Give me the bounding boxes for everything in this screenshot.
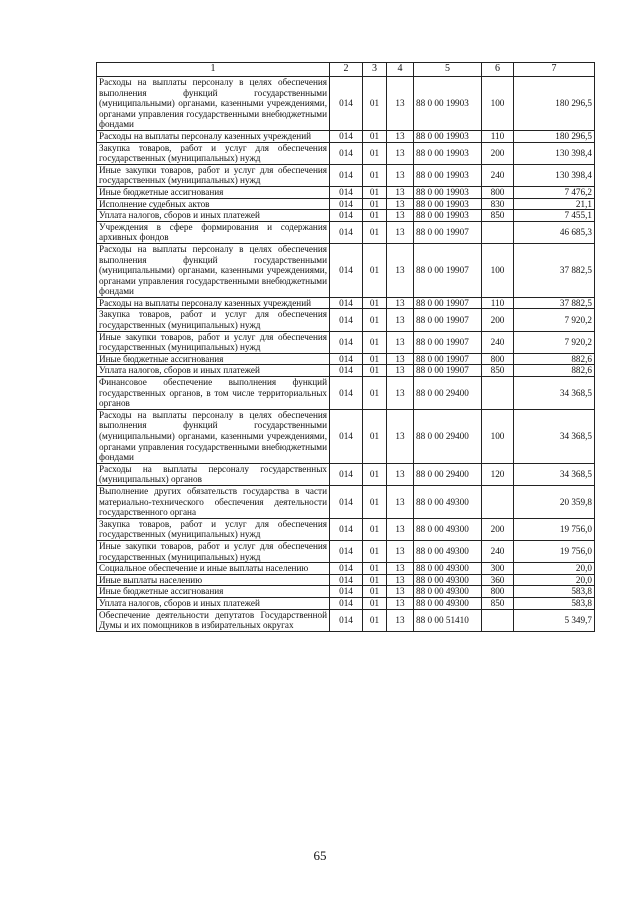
item-name-cell: Иные закупки товаров, работ и услуг для обеспечения государственных (муниципальных) нужд xyxy=(97,331,330,353)
target-article-cell: 88 0 00 49300 xyxy=(414,518,482,540)
ministry-code-cell: 014 xyxy=(330,609,363,631)
ministry-code-cell: 014 xyxy=(330,409,363,463)
expense-type-cell: 850 xyxy=(482,210,514,222)
item-name-cell: Социальное обеспечение и иные выплаты населению xyxy=(97,563,330,575)
expense-type-cell: 240 xyxy=(482,331,514,353)
ministry-code-cell: 014 xyxy=(330,309,363,331)
column-header: 7 xyxy=(514,63,595,77)
amount-cell: 34 368,5 xyxy=(514,463,595,485)
subsection-cell: 13 xyxy=(387,586,414,598)
subsection-cell: 13 xyxy=(387,485,414,518)
subsection-cell: 13 xyxy=(387,142,414,164)
item-name-cell: Расходы на выплаты персоналу казенных учреждений xyxy=(97,297,330,309)
expense-type-cell: 110 xyxy=(482,130,514,142)
table-row xyxy=(97,518,595,540)
table-row xyxy=(97,609,595,631)
table-row xyxy=(97,409,595,463)
item-name-cell: Выполнение других обязательств государства в части материально-технического обеспечения деятельности государственного органа xyxy=(97,485,330,518)
section-cell: 01 xyxy=(363,597,387,609)
table-row xyxy=(97,77,595,131)
expense-type-cell: 830 xyxy=(482,198,514,210)
subsection-cell: 13 xyxy=(387,221,414,243)
target-article-cell: 88 0 00 49300 xyxy=(414,574,482,586)
table-row xyxy=(97,210,595,222)
table-row xyxy=(97,243,595,297)
column-header: 1 xyxy=(97,63,330,77)
amount-cell: 37 882,5 xyxy=(514,243,595,297)
ministry-code-cell: 014 xyxy=(330,353,363,365)
target-article-cell: 88 0 00 29400 xyxy=(414,463,482,485)
amount-cell: 7 920,2 xyxy=(514,309,595,331)
amount-cell: 34 368,5 xyxy=(514,409,595,463)
amount-cell: 37 882,5 xyxy=(514,297,595,309)
section-cell: 01 xyxy=(363,365,387,377)
item-name-cell: Иные закупки товаров, работ и услуг для обеспечения государственных (муниципальных) нужд xyxy=(97,540,330,562)
section-cell: 01 xyxy=(363,221,387,243)
expense-type-cell: 300 xyxy=(482,563,514,575)
table-row xyxy=(97,586,595,598)
subsection-cell: 13 xyxy=(387,210,414,222)
table-row xyxy=(97,331,595,353)
expense-type-cell: 100 xyxy=(482,243,514,297)
subsection-cell: 13 xyxy=(387,309,414,331)
table-body xyxy=(97,77,595,632)
subsection-cell: 13 xyxy=(387,574,414,586)
ministry-code-cell: 014 xyxy=(330,377,363,410)
item-name-cell: Закупка товаров, работ и услуг для обеспечения государственных (муниципальных) нужд xyxy=(97,142,330,164)
target-article-cell: 88 0 00 19907 xyxy=(414,297,482,309)
target-article-cell: 88 0 00 19907 xyxy=(414,309,482,331)
ministry-code-cell: 014 xyxy=(330,331,363,353)
subsection-cell: 13 xyxy=(387,463,414,485)
expense-type-cell: 240 xyxy=(482,164,514,186)
ministry-code-cell: 014 xyxy=(330,297,363,309)
table-row xyxy=(97,186,595,198)
item-name-cell: Расходы на выплаты персоналу в целях обеспечения выполнения функций государственными (муниципальными) органами, казенными учреждениями, органами управления государственными внебюджетными фондами xyxy=(97,409,330,463)
subsection-cell: 13 xyxy=(387,563,414,575)
target-article-cell: 88 0 00 49300 xyxy=(414,540,482,562)
table-row xyxy=(97,563,595,575)
target-article-cell: 88 0 00 19903 xyxy=(414,142,482,164)
section-cell: 01 xyxy=(363,243,387,297)
table-row xyxy=(97,353,595,365)
amount-cell: 19 756,0 xyxy=(514,518,595,540)
expense-type-cell xyxy=(482,609,514,631)
table-row xyxy=(97,297,595,309)
ministry-code-cell: 014 xyxy=(330,198,363,210)
table-header xyxy=(97,63,595,77)
section-cell: 01 xyxy=(363,186,387,198)
ministry-code-cell: 014 xyxy=(330,77,363,131)
column-header: 2 xyxy=(330,63,363,77)
ministry-code-cell: 014 xyxy=(330,463,363,485)
column-header: 5 xyxy=(414,63,482,77)
amount-cell: 130 398,4 xyxy=(514,164,595,186)
ministry-code-cell: 014 xyxy=(330,574,363,586)
target-article-cell: 88 0 00 19903 xyxy=(414,186,482,198)
amount-cell: 7 476,2 xyxy=(514,186,595,198)
page-number: 65 xyxy=(313,848,327,863)
amount-cell: 130 398,4 xyxy=(514,142,595,164)
ministry-code-cell: 014 xyxy=(330,130,363,142)
section-cell: 01 xyxy=(363,540,387,562)
header-row xyxy=(97,63,595,77)
expense-type-cell xyxy=(482,485,514,518)
ministry-code-cell: 014 xyxy=(330,210,363,222)
table-row xyxy=(97,377,595,410)
expense-type-cell: 100 xyxy=(482,77,514,131)
subsection-cell: 13 xyxy=(387,597,414,609)
table-row xyxy=(97,164,595,186)
amount-cell: 5 349,7 xyxy=(514,609,595,631)
column-header: 4 xyxy=(387,63,414,77)
section-cell: 01 xyxy=(363,463,387,485)
subsection-cell: 13 xyxy=(387,609,414,631)
ministry-code-cell: 014 xyxy=(330,518,363,540)
target-article-cell: 88 0 00 19907 xyxy=(414,365,482,377)
target-article-cell: 88 0 00 49300 xyxy=(414,485,482,518)
target-article-cell: 88 0 00 19907 xyxy=(414,221,482,243)
section-cell: 01 xyxy=(363,77,387,131)
ministry-code-cell: 014 xyxy=(330,221,363,243)
target-article-cell: 88 0 00 19903 xyxy=(414,198,482,210)
target-article-cell: 88 0 00 19907 xyxy=(414,243,482,297)
item-name-cell: Расходы на выплаты персоналу государственных (муниципальных) органов xyxy=(97,463,330,485)
expense-type-cell: 800 xyxy=(482,353,514,365)
amount-cell: 7 920,2 xyxy=(514,331,595,353)
subsection-cell: 13 xyxy=(387,365,414,377)
table-row xyxy=(97,198,595,210)
target-article-cell: 88 0 00 49300 xyxy=(414,563,482,575)
section-cell: 01 xyxy=(363,309,387,331)
subsection-cell: 13 xyxy=(387,331,414,353)
section-cell: 01 xyxy=(363,609,387,631)
item-name-cell: Расходы на выплаты персоналу в целях обеспечения выполнения функций государственными (муниципальными) органами, казенными учреждениями, органами управления государственными внебюджетными фондами xyxy=(97,243,330,297)
item-name-cell: Закупка товаров, работ и услуг для обеспечения государственных (муниципальных) нужд xyxy=(97,518,330,540)
table-row xyxy=(97,574,595,586)
table-row xyxy=(97,130,595,142)
ministry-code-cell: 014 xyxy=(330,485,363,518)
ministry-code-cell: 014 xyxy=(330,563,363,575)
ministry-code-cell: 014 xyxy=(330,142,363,164)
subsection-cell: 13 xyxy=(387,353,414,365)
target-article-cell: 88 0 00 49300 xyxy=(414,597,482,609)
section-cell: 01 xyxy=(363,409,387,463)
ministry-code-cell: 014 xyxy=(330,164,363,186)
target-article-cell: 88 0 00 19907 xyxy=(414,331,482,353)
item-name-cell: Иные бюджетные ассигнования xyxy=(97,353,330,365)
section-cell: 01 xyxy=(363,130,387,142)
budget-table xyxy=(96,62,595,632)
expense-type-cell: 800 xyxy=(482,586,514,598)
subsection-cell: 13 xyxy=(387,518,414,540)
section-cell: 01 xyxy=(363,297,387,309)
subsection-cell: 13 xyxy=(387,297,414,309)
amount-cell: 20,0 xyxy=(514,563,595,575)
subsection-cell: 13 xyxy=(387,198,414,210)
item-name-cell: Уплата налогов, сборов и иных платежей xyxy=(97,597,330,609)
item-name-cell: Обеспечение деятельности депутатов Государственной Думы и их помощников в избирательных округах xyxy=(97,609,330,631)
subsection-cell: 13 xyxy=(387,409,414,463)
expense-type-cell: 800 xyxy=(482,186,514,198)
target-article-cell: 88 0 00 19903 xyxy=(414,77,482,131)
column-header: 3 xyxy=(363,63,387,77)
expense-type-cell: 360 xyxy=(482,574,514,586)
amount-cell: 34 368,5 xyxy=(514,377,595,410)
section-cell: 01 xyxy=(363,164,387,186)
expense-type-cell xyxy=(482,221,514,243)
section-cell: 01 xyxy=(363,210,387,222)
table-row xyxy=(97,221,595,243)
amount-cell: 583,8 xyxy=(514,586,595,598)
expense-type-cell: 240 xyxy=(482,540,514,562)
section-cell: 01 xyxy=(363,518,387,540)
expense-type-cell: 200 xyxy=(482,309,514,331)
table-row xyxy=(97,142,595,164)
amount-cell: 19 756,0 xyxy=(514,540,595,562)
item-name-cell: Исполнение судебных актов xyxy=(97,198,330,210)
subsection-cell: 13 xyxy=(387,243,414,297)
item-name-cell: Иные бюджетные ассигнования xyxy=(97,186,330,198)
target-article-cell: 88 0 00 19907 xyxy=(414,353,482,365)
table-row xyxy=(97,540,595,562)
expense-type-cell: 200 xyxy=(482,142,514,164)
target-article-cell: 88 0 00 29400 xyxy=(414,377,482,410)
target-article-cell: 88 0 00 51410 xyxy=(414,609,482,631)
section-cell: 01 xyxy=(363,574,387,586)
section-cell: 01 xyxy=(363,142,387,164)
item-name-cell: Иные бюджетные ассигнования xyxy=(97,586,330,598)
amount-cell: 46 685,3 xyxy=(514,221,595,243)
expense-type-cell: 110 xyxy=(482,297,514,309)
item-name-cell: Иные закупки товаров, работ и услуг для обеспечения государственных (муниципальных) нужд xyxy=(97,164,330,186)
section-cell: 01 xyxy=(363,563,387,575)
table-row xyxy=(97,365,595,377)
subsection-cell: 13 xyxy=(387,186,414,198)
subsection-cell: 13 xyxy=(387,77,414,131)
target-article-cell: 88 0 00 19903 xyxy=(414,130,482,142)
table-row xyxy=(97,597,595,609)
subsection-cell: 13 xyxy=(387,130,414,142)
item-name-cell: Уплата налогов, сборов и иных платежей xyxy=(97,365,330,377)
item-name-cell: Уплата налогов, сборов и иных платежей xyxy=(97,210,330,222)
ministry-code-cell: 014 xyxy=(330,597,363,609)
amount-cell: 20 359,8 xyxy=(514,485,595,518)
ministry-code-cell: 014 xyxy=(330,540,363,562)
target-article-cell: 88 0 00 19903 xyxy=(414,210,482,222)
amount-cell: 7 455,1 xyxy=(514,210,595,222)
expense-type-cell xyxy=(482,377,514,410)
subsection-cell: 13 xyxy=(387,164,414,186)
section-cell: 01 xyxy=(363,485,387,518)
amount-cell: 882,6 xyxy=(514,365,595,377)
ministry-code-cell: 014 xyxy=(330,365,363,377)
item-name-cell: Финансовое обеспечение выполнения функций государственных органов, в том числе территориальных органов xyxy=(97,377,330,410)
amount-cell: 583,8 xyxy=(514,597,595,609)
ministry-code-cell: 014 xyxy=(330,586,363,598)
table-row xyxy=(97,485,595,518)
expense-type-cell: 120 xyxy=(482,463,514,485)
amount-cell: 20,0 xyxy=(514,574,595,586)
ministry-code-cell: 014 xyxy=(330,243,363,297)
subsection-cell: 13 xyxy=(387,377,414,410)
item-name-cell: Иные выплаты населению xyxy=(97,574,330,586)
item-name-cell: Закупка товаров, работ и услуг для обеспечения государственных (муниципальных) нужд xyxy=(97,309,330,331)
item-name-cell: Расходы на выплаты персоналу казенных учреждений xyxy=(97,130,330,142)
item-name-cell: Расходы на выплаты персоналу в целях обеспечения выполнения функций государственными (муниципальными) органами, казенными учреждениями, органами управления государственными внебюджетными фондами xyxy=(97,77,330,131)
amount-cell: 882,6 xyxy=(514,353,595,365)
section-cell: 01 xyxy=(363,198,387,210)
amount-cell: 180 296,5 xyxy=(514,77,595,131)
amount-cell: 21,1 xyxy=(514,198,595,210)
ministry-code-cell: 014 xyxy=(330,186,363,198)
table-row xyxy=(97,309,595,331)
subsection-cell: 13 xyxy=(387,540,414,562)
section-cell: 01 xyxy=(363,377,387,410)
expense-type-cell: 100 xyxy=(482,409,514,463)
expense-type-cell: 850 xyxy=(482,365,514,377)
expense-type-cell: 200 xyxy=(482,518,514,540)
table-row xyxy=(97,463,595,485)
expense-type-cell: 850 xyxy=(482,597,514,609)
column-header: 6 xyxy=(482,63,514,77)
target-article-cell: 88 0 00 49300 xyxy=(414,586,482,598)
target-article-cell: 88 0 00 19903 xyxy=(414,164,482,186)
section-cell: 01 xyxy=(363,331,387,353)
section-cell: 01 xyxy=(363,353,387,365)
target-article-cell: 88 0 00 29400 xyxy=(414,409,482,463)
section-cell: 01 xyxy=(363,586,387,598)
amount-cell: 180 296,5 xyxy=(514,130,595,142)
item-name-cell: Учреждения в сфере формирования и содержания архивных фондов xyxy=(97,221,330,243)
